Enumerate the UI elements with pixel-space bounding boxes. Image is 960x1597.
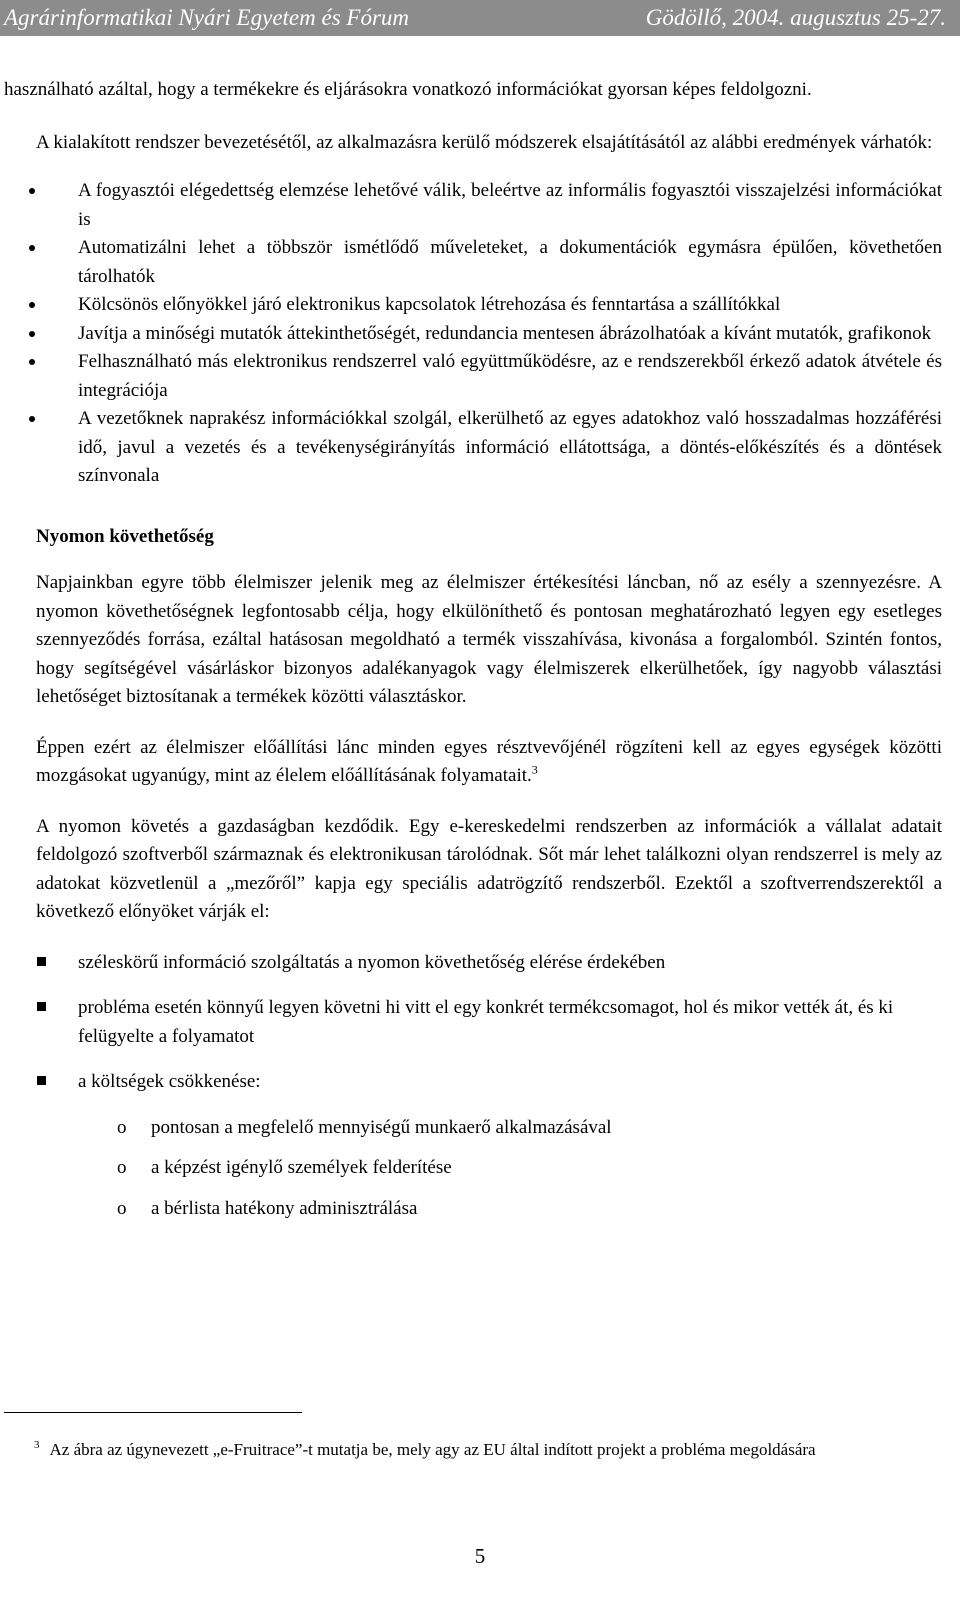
list-item: o a bérlista hatékony adminisztrálása <box>4 1195 942 1224</box>
cost-sublist <box>4 1114 942 1224</box>
header-conference: Agrárinformatikai Nyári Egyetem és Fórum <box>4 5 410 30</box>
footnote-reference[interactable]: 3 <box>531 762 538 777</box>
list-item: a költségek csökkenése: <box>4 1068 942 1097</box>
header-place-date: Gödöllő, 2004. augusztus 25-27. <box>645 5 946 30</box>
advantages-list <box>4 949 942 1097</box>
list-item: A fogyasztói elégedettség elemzése lehetővé válik, beleértve az informális fogyasztói visszajelzési információkat is <box>4 177 942 234</box>
page-body <box>4 76 942 1235</box>
list-item: Felhasználható más elektronikus rendszerrel való együttműködésre, az e rendszerekből érkező adatok átvétele és integrációja <box>4 348 942 405</box>
list-item: Kölcsönös előnyökkel járó elektronikus kapcsolatok létrehozása és fenntartása a szállítókkal <box>4 291 942 320</box>
traceability-paragraph-1: Napjainkban egyre több élelmiszer jelenik meg az élelmiszer értékesítési láncban, nő az esély a szennyezésre. A nyomon követhetőségnek legfontosabb célja, hogy elkülöníthető és pontosan meghatározható legyen egy esetleges szennyeződés forrása, ezáltal hatásosan megoldható a termék visszahívása, kivonása a forgalomból. Szintén fontos, hogy segítségével vásárláskor bizonyos adalékanyagok vagy élelmiszerek elkerülhetőek, így nagyobb választási lehetőséget biztosítanak a termékek közötti választáskor. <box>36 572 942 707</box>
results-lead-paragraph: A kialakított rendszer bevezetésétől, az alkalmazásra kerülő módszerek elsajátításától az alábbi eredmények várhatók: <box>36 131 933 153</box>
list-item: o pontosan a megfelelő mennyiségű munkaerő alkalmazásával <box>4 1114 942 1143</box>
section-heading: Nyomon követhetőség <box>36 525 214 547</box>
running-header <box>0 0 960 36</box>
footnote-text: Az ábra az úgynevezett „e-Fruitrace”-t mutatja be, mely agy az EU által indított projekt a probléma megoldására <box>49 1440 816 1459</box>
page-number: 5 <box>474 1544 486 1568</box>
list-item: Automatizálni lehet a többször ismétlődő műveleteket, a dokumentációk egymásra épülően, követhetően tárolhatók <box>4 234 942 291</box>
footnote-number: 3 <box>34 1439 40 1452</box>
footnote <box>4 1438 942 1462</box>
list-item: Javítja a minőségi mutatók áttekinthetőségét, redundancia mentesen ábrázolhatóak a kívánt mutatók, grafikonok <box>4 320 942 349</box>
list-item: probléma esetén könnyű legyen követni hi vitt el egy konkrét termékcsomagot, hol és mikor vették át, és ki felügyelte a folyamatot <box>4 994 942 1051</box>
list-item: A vezetőknek naprakész információkkal szolgál, elkerülhető az egyes adatokhoz való hosszadalmas hozzáférési idő, javul a vezetés és a tevékenységirányítás információ ellátottsága, a döntés-előkészítés és a döntések színvonala <box>4 405 942 491</box>
paragraph-text: Éppen ezért az élelmiszer előállítási lánc minden egyes résztvevőjénél rögzíteni kell az egyes egységek közötti mozgásokat ugyanúgy, mint az élelem előállításának folyamatait. <box>36 736 942 786</box>
results-list <box>4 177 942 491</box>
intro-paragraph: használható azáltal, hogy a termékekre és eljárásokra vonatkozó információkat gyorsan képes feldolgozni. <box>4 79 812 100</box>
list-item: o a képzést igénylő személyek felderítése <box>4 1154 942 1183</box>
footnote-divider <box>4 1412 302 1413</box>
list-item: széleskörű információ szolgáltatás a nyomon követhetőség elérése érdekében <box>4 949 942 978</box>
traceability-paragraph-2 <box>4 734 942 791</box>
traceability-paragraph-3: A nyomon követés a gazdaságban kezdődik. Egy e-kereskedelmi rendszerben az információk a vállalat adatait feldolgozó szoftverből származnak és elektronikusan tárolódnak. Sőt már lehet találkozni olyan rendszerrel is mely az adatokat közvetlenül a „mezőről” kapja egy speciális adatrögzítő rendszerből. Ezektől a szoftverrendszerektől a következő előnyöket várják el: <box>36 815 942 922</box>
